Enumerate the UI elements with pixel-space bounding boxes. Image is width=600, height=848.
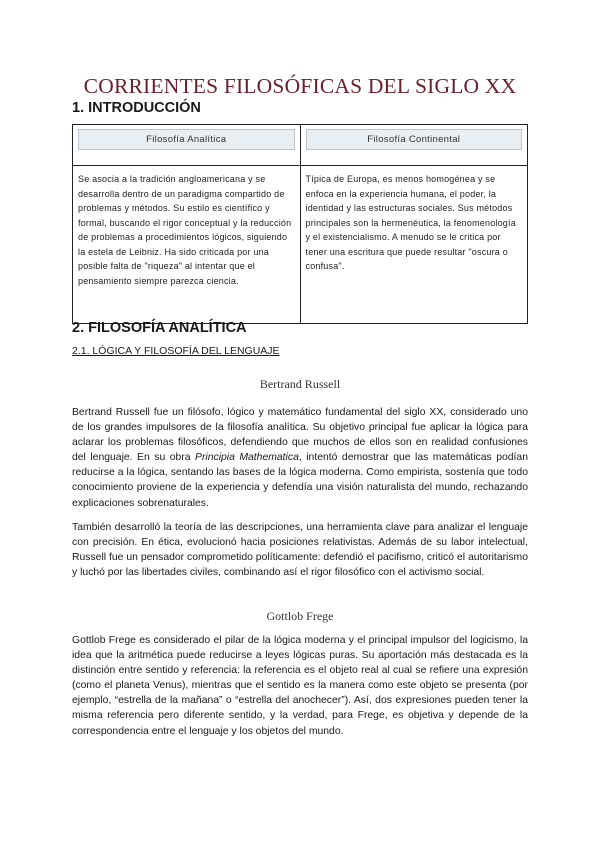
frege-paragraph: Gottlob Frege es considerado el pilar de la lógica moderna y el principal impulsor del logicismo, la idea que la aritmética puede reducirse a leyes lógicas puras. Su aportación más destacada es la distinción entre sentido y referencia: la referencia es el objeto real al cual se refiere una expresión (como el planeta Venus), mientras que el sentido es la manera como este objeto se presenta (por ejemplo, “estrella de la mañana” o “estrella del anochecer”). Así, dos expresiones pueden tener la misma referencia pero diferente sentido, y la verdad, para Frege, es objetiva y depende de la correspondencia entre el lenguaje y los objetos del mundo. (72, 635, 528, 737)
section-heading-filosofia-analitica: 2. FILOSOFÍA ANALÍTICA (72, 320, 247, 336)
table-header-cell-analytic (73, 125, 301, 166)
table-cell-analytic (73, 166, 301, 324)
frege-heading: Gottlob Frege (266, 609, 334, 623)
section-heading-introduccion: 1. INTRODUCCIÓN (72, 100, 201, 116)
analytic-description: Se asocia a la tradición angloamericana y se desarrolla dentro de un paradigma compartido de problemas y métodos. Su estilo es científico y formal, buscando el rigor conceptual y la reducción de problemas a procedimientos lógicos, siguiendo la estela de Leibniz. Ha sido criticada por una posible falta de "riqueza" al intentar que el pensamiento siempre parezca ciencia. (78, 174, 292, 286)
continental-description: Típica de Europa, es menos homogénea y se enfoca en la experiencia humana, el poder, la identidad y las estructuras sociales. Sus métodos principales son la hermenéutica, la fenomenología y el existencialismo. A menudo se le critica por tener una escritura que puede resultar "oscura o confusa". (305, 174, 516, 271)
table-header-row (73, 125, 528, 166)
russell-paragraph-2: También desarrolló la teoría de las descripciones, una herramienta clave para analizar el lenguaje con precisión. En ética, evolucionó hacia posiciones relativistas. Además de su labor intelectual, Russell fue un pensador comprometido políticamente: defendió el pacifismo, criticó el autoritarismo y luchó por las libertades civiles, combinando así el rigor filosófico con el activismo social. (72, 522, 528, 579)
continental-header-label: Filosofía Continental (306, 129, 523, 150)
comparison-table (72, 124, 528, 324)
russell-p1-text-a: Bertrand Russell fue un filósofo, lógico y matemático fundamental del siglo XX, considerado uno de los grandes impulsores de la filosofía analítica. Su objetivo principal fue aplicar la lógica para aclarar los problemas filosóficos, defendiendo que muchos de ellos son en realidad confusiones del lenguaje. En su obra (72, 407, 528, 464)
russell-paragraph-1 (72, 405, 528, 511)
subsection-heading-logica: 2.1. LÓGICA Y FILOSOFÍA DEL LENGUAJE (72, 345, 280, 357)
table-header-cell-continental (300, 125, 528, 166)
document-title: CORRIENTES FILOSÓFICAS DEL SIGLO XX (83, 74, 517, 98)
principia-title: Principia Mathematica (195, 452, 299, 464)
analytic-header-label: Filosofía Analítica (78, 129, 295, 150)
table-row (73, 166, 528, 324)
russell-p1-text-b: , intentó demostrar que las matemáticas podían reducirse a la lógica, sentando las bases de la lógica moderna. Como empirista, sostenía que todo conocimiento proviene de la experiencia y defendía una visión naturalista del mundo, rechazando explicaciones sobrenaturales. (72, 452, 528, 509)
table-cell-continental (300, 166, 528, 324)
russell-heading: Bertrand Russell (259, 377, 341, 391)
